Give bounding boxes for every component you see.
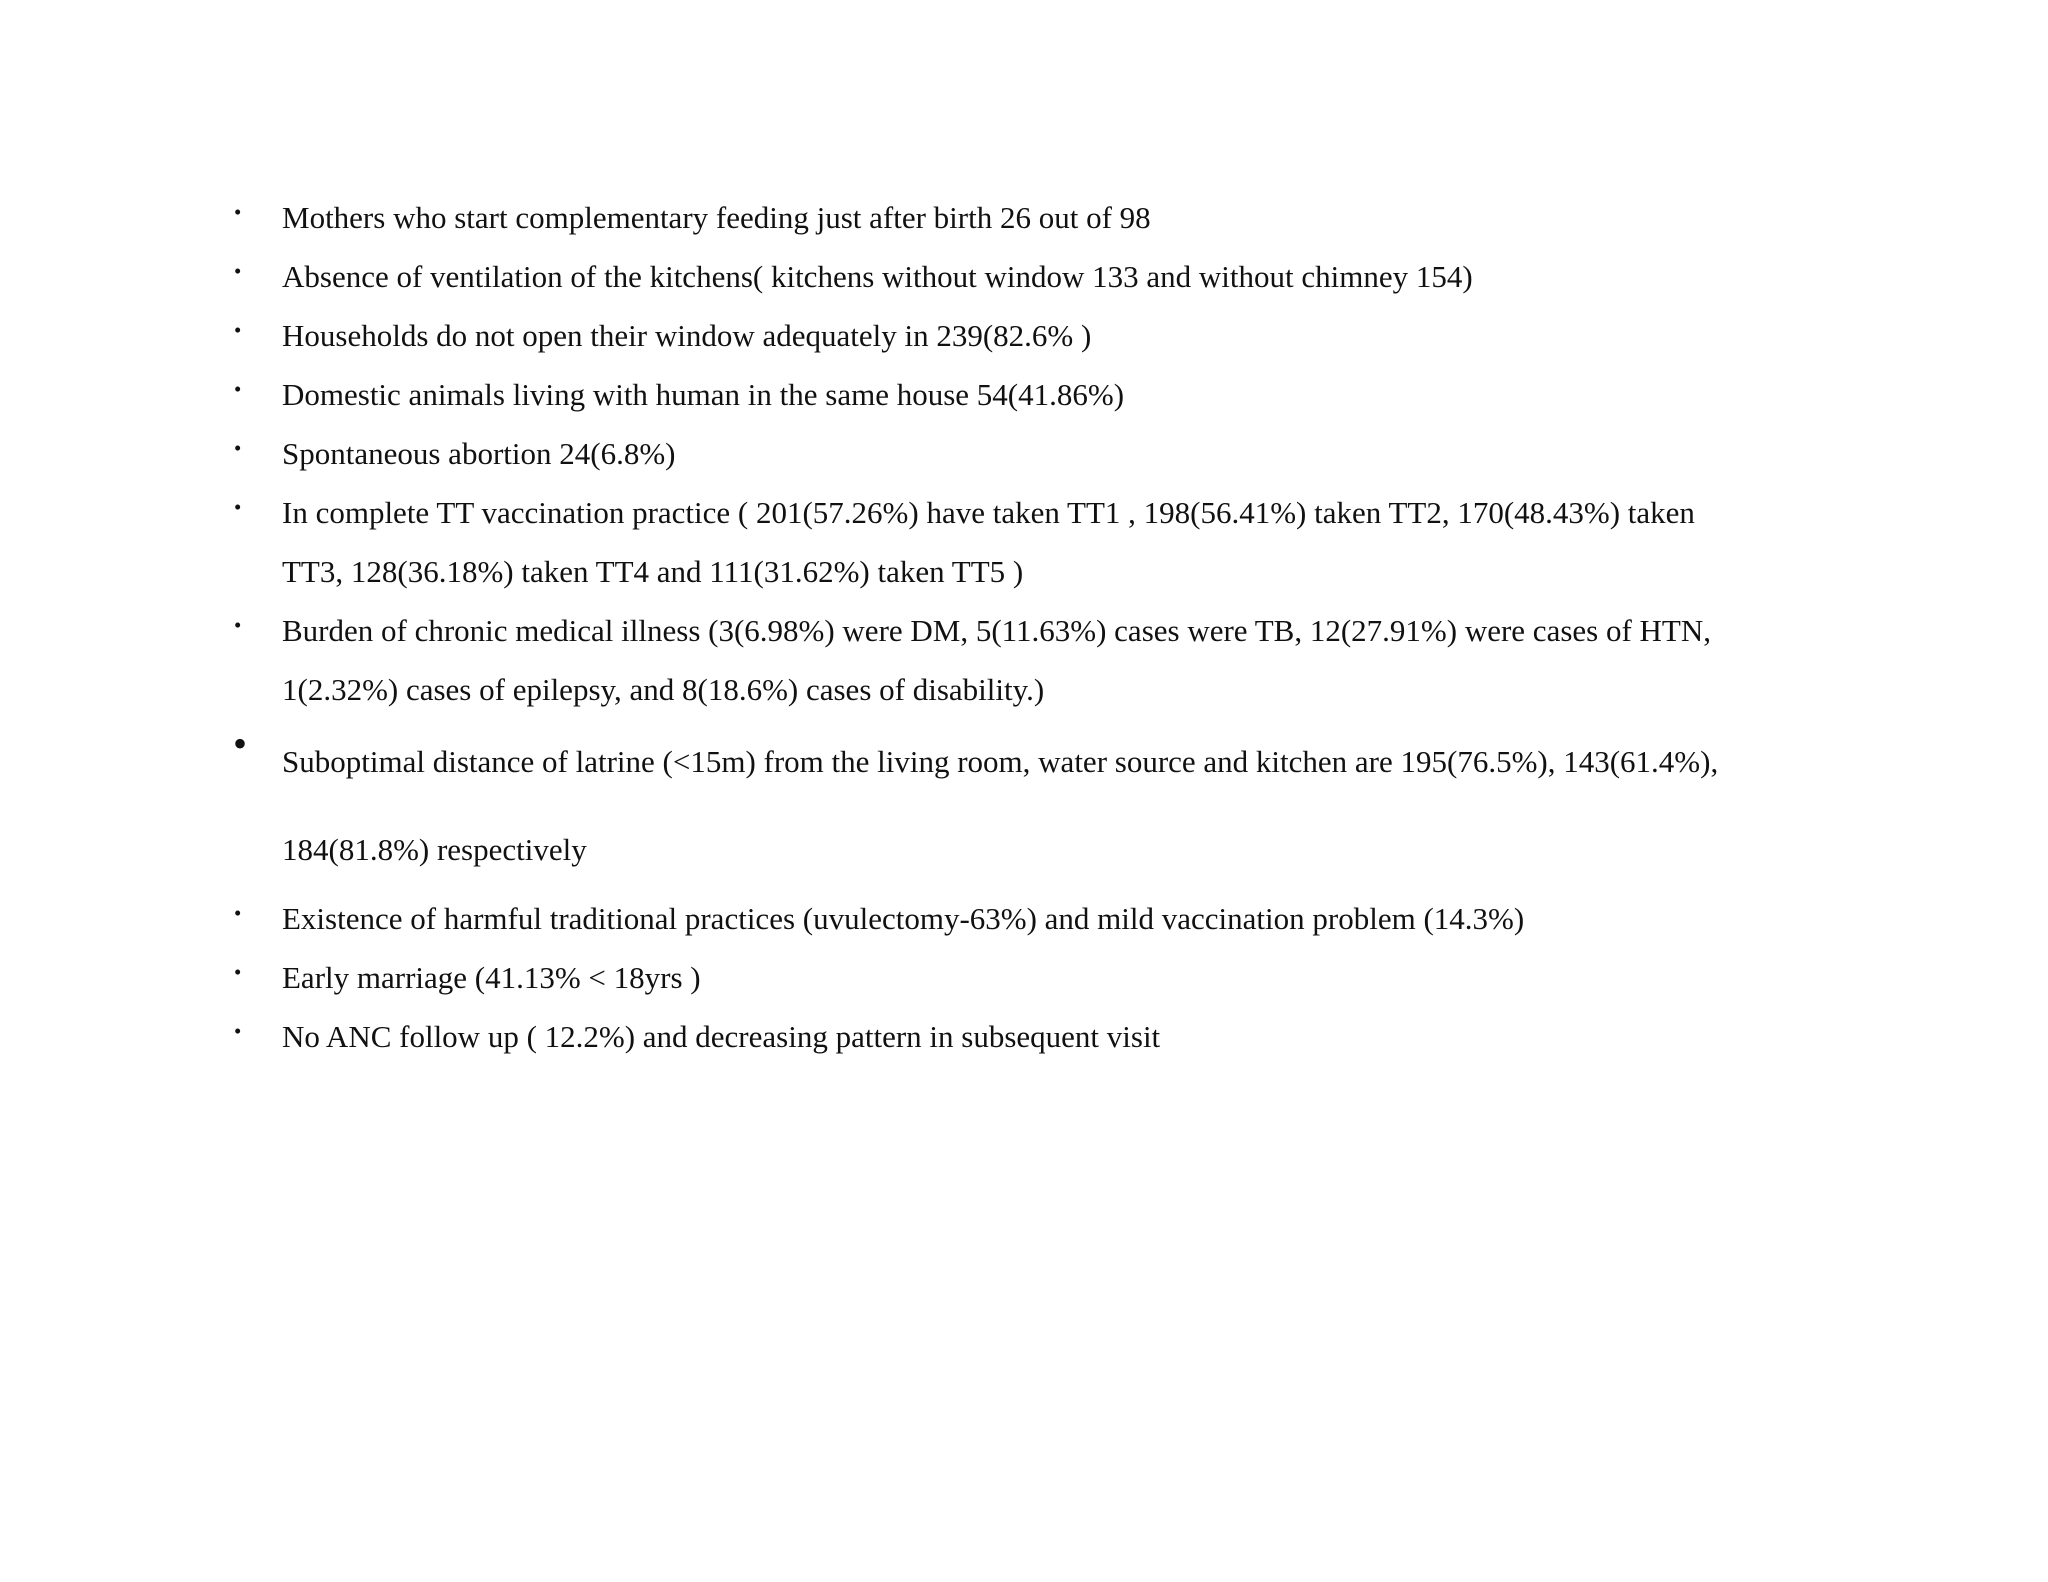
bullet-icon: • <box>234 436 242 460</box>
list-item-text <box>282 483 1902 601</box>
list-item-text <box>282 188 1902 247</box>
bullet-icon: • <box>234 495 242 519</box>
list-item-line: Mothers who start complementary feeding just after birth 26 out of 98 <box>282 200 1151 235</box>
list-item-text <box>282 306 1902 365</box>
list-item-line: 184(81.8%) respectively <box>282 832 587 867</box>
list-item-line: Suboptimal distance of latrine (<15m) from the living room, water source and kitchen are 195(76.5%), 143(61.4%), <box>282 744 1719 779</box>
list-item-line: In complete TT vaccination practice ( 201(57.26%) have taken TT1 , 198(56.41%) taken TT2, 170(48.43%) taken <box>282 495 1695 530</box>
bullet-icon: • <box>234 901 242 925</box>
list-item-text <box>282 365 1902 424</box>
list-item-line: No ANC follow up ( 12.2%) and decreasing pattern in subsequent visit <box>282 1019 1161 1054</box>
list-item-text <box>282 424 1902 483</box>
list-item-line: Spontaneous abortion 24(6.8%) <box>282 436 676 471</box>
bullet-icon: • <box>234 318 242 342</box>
bullet-icon: • <box>234 200 242 224</box>
list-item-line: Absence of ventilation of the kitchens( kitchens without window 133 and without chimney 154) <box>282 259 1473 294</box>
list-item-line: Early marriage (41.13% < 18yrs ) <box>282 960 701 995</box>
list-item-text <box>282 718 1902 894</box>
list-item-text <box>282 247 1902 306</box>
list-item-line: Households do not open their window adequately in 239(82.6% ) <box>282 318 1092 353</box>
bullet-icon: • <box>234 1019 242 1043</box>
bullet-icon: • <box>233 721 248 766</box>
list-item-line: TT3, 128(36.18%) taken TT4 and 111(31.62%) taken TT5 ) <box>282 554 1024 589</box>
list-item-line: Domestic animals living with human in the same house 54(41.86%) <box>282 377 1125 412</box>
list-item-text <box>282 948 1902 1007</box>
list-item-text <box>282 889 1902 948</box>
bullet-icon: • <box>234 960 242 984</box>
bullet-icon: • <box>234 259 242 283</box>
list-item-line: Burden of chronic medical illness (3(6.98%) were DM, 5(11.63%) cases were TB, 12(27.91%) were cases of HTN, <box>282 613 1711 648</box>
list-item-line: 1(2.32%) cases of epilepsy, and 8(18.6%) cases of disability.) <box>282 672 1045 707</box>
bullet-icon: • <box>234 613 242 637</box>
bullet-icon: • <box>234 377 242 401</box>
list-item-line: Existence of harmful traditional practices (uvulectomy-63%) and mild vaccination problem (14.3%) <box>282 901 1525 936</box>
list-item-text <box>282 1007 1902 1066</box>
list-item-text <box>282 601 1902 719</box>
